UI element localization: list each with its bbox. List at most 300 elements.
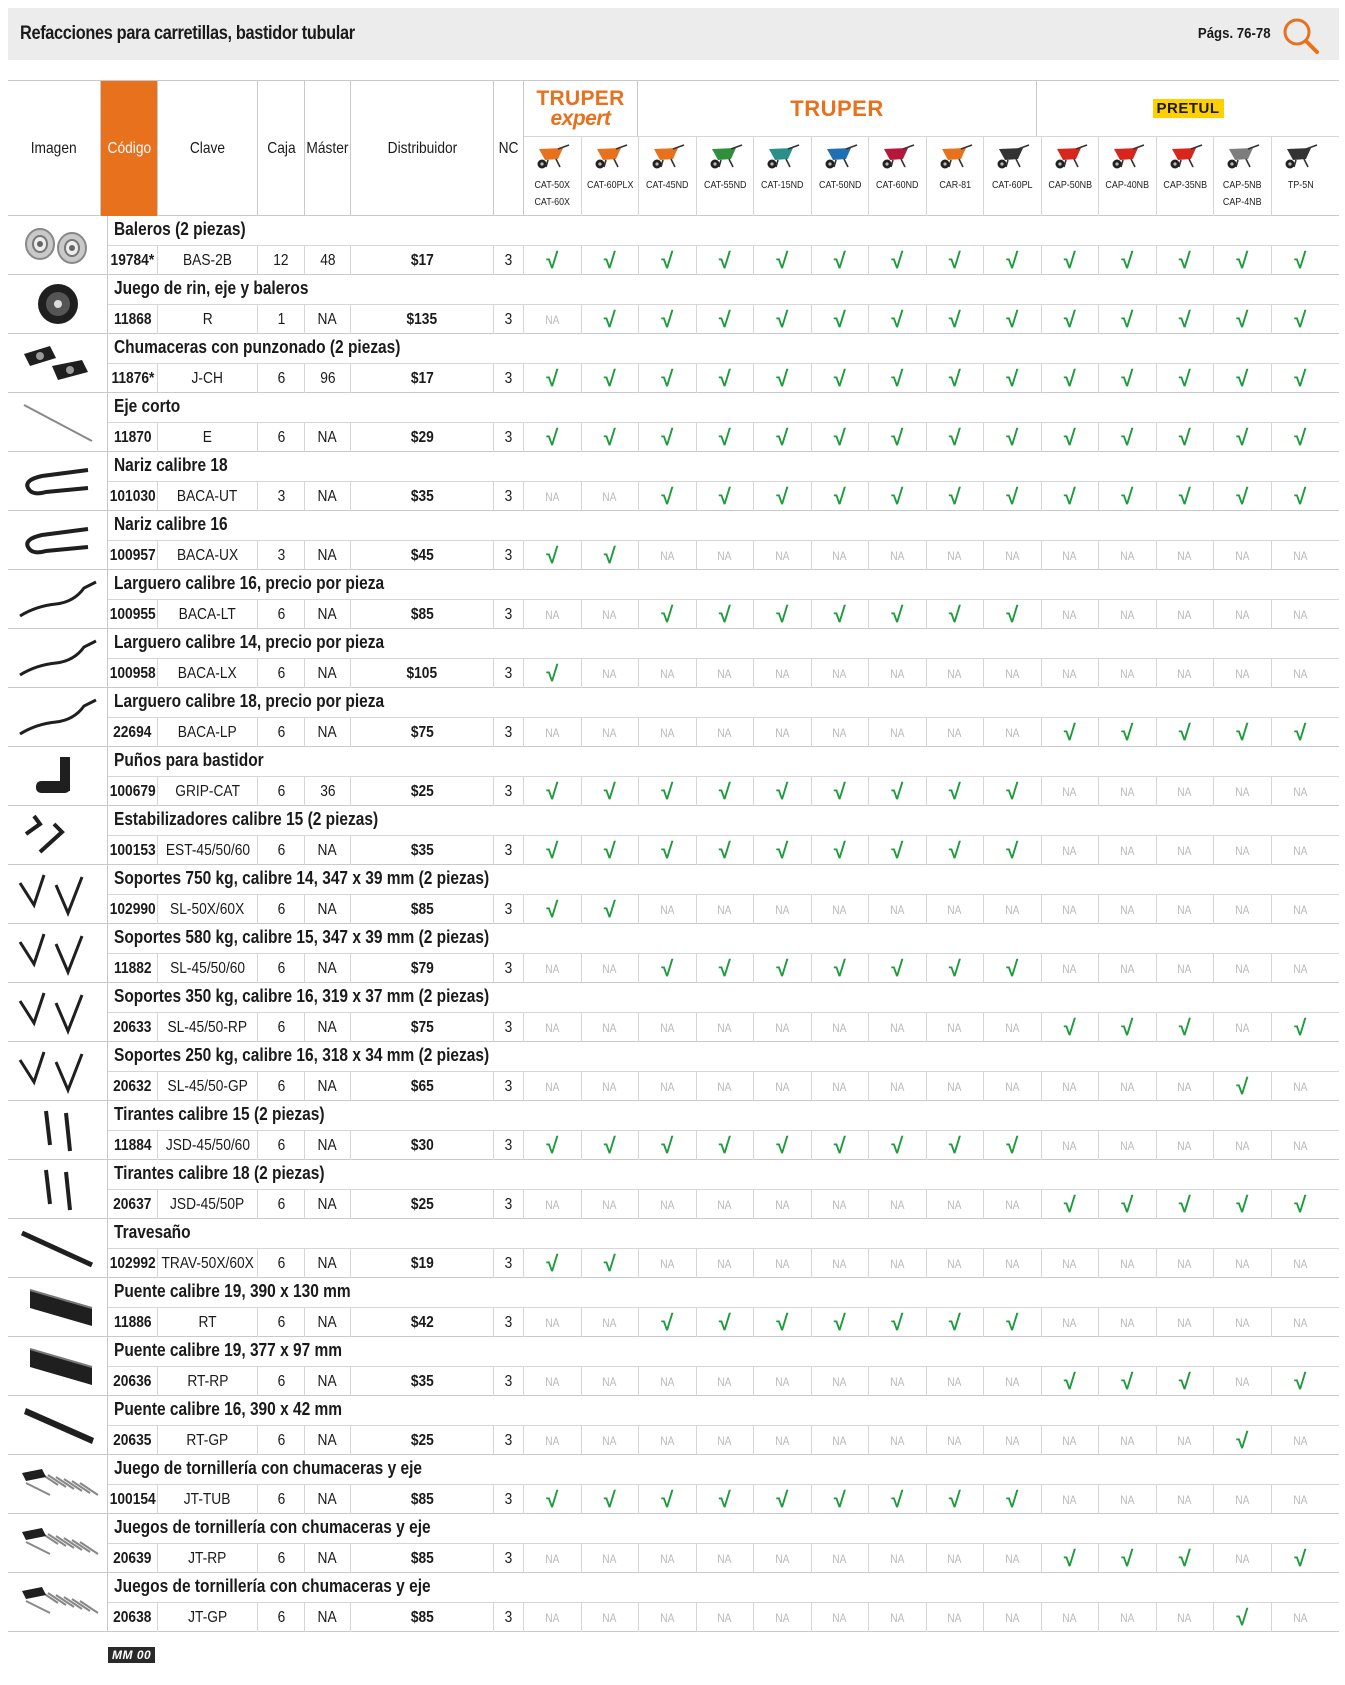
cell-code: 100679: [108, 777, 158, 806]
model-code: CAP-35NB: [1162, 179, 1207, 191]
model-code-alt: CAT-60X: [534, 196, 571, 208]
compat-na: NA: [812, 1426, 870, 1455]
model-column: [1157, 137, 1215, 216]
table-row: [8, 216, 1339, 275]
compat-check: √: [984, 1485, 1042, 1514]
wheelbarrow-icon: [881, 143, 915, 171]
compat-na: NA: [927, 1367, 985, 1396]
cell-caja: 1: [258, 305, 305, 334]
compat-na: NA: [1157, 659, 1215, 688]
compat-check: √: [697, 1131, 755, 1160]
cell-master: 36: [305, 777, 351, 806]
product-image: [8, 334, 108, 392]
table-row: [8, 1160, 1339, 1219]
compat-na: NA: [697, 1544, 755, 1573]
compat-check: √: [869, 1131, 927, 1160]
model-column: [1214, 137, 1272, 216]
cell-caja: 6: [258, 1426, 305, 1455]
cell-code: 102992: [108, 1249, 158, 1278]
compat-check: √: [697, 305, 755, 334]
compat-check: √: [697, 246, 755, 275]
compat-na: NA: [1293, 1610, 1308, 1625]
cell-caja: 6: [258, 1131, 305, 1160]
compat-na: NA: [927, 1190, 985, 1219]
cell-clave: BAS-2B: [158, 246, 258, 275]
cell-code: 20632: [108, 1072, 158, 1101]
compat-na: NA: [869, 895, 927, 924]
compat-check: √: [582, 246, 640, 275]
product-name: Soportes 580 kg, calibre 15, 347 x 39 mm (2 piezas): [114, 927, 490, 947]
compat-na: NA: [582, 1190, 640, 1219]
cell-master: NA: [305, 659, 351, 688]
compat-na: NA: [754, 1367, 812, 1396]
compat-check: √: [582, 1131, 640, 1160]
table-row: [8, 1278, 1339, 1337]
compat-na: NA: [639, 1426, 697, 1455]
table-row: [8, 334, 1339, 393]
cell-price: $25: [351, 777, 494, 806]
compat-check: √: [927, 246, 985, 275]
compat-check: √: [812, 364, 870, 393]
compat-na: NA: [869, 541, 927, 570]
compat-check: √: [754, 482, 812, 511]
page-reference: Págs. 76-78: [1198, 25, 1271, 42]
product-data-line: [108, 658, 1339, 687]
table-row: [8, 393, 1339, 452]
compat-check: √: [984, 836, 1042, 865]
cell-price: $25: [351, 1190, 494, 1219]
cell-nc: 3: [494, 1013, 524, 1042]
compat-na: NA: [639, 895, 697, 924]
compat-na: NA: [984, 1603, 1042, 1632]
brand-truper-expert-line1: TRUPER: [536, 86, 625, 110]
col-distribuidor: Distribuidor: [351, 81, 494, 216]
cell-nc: 3: [494, 1367, 524, 1396]
cell-price: $79: [351, 954, 494, 983]
cell-price: $30: [351, 1131, 494, 1160]
model-label: [1099, 177, 1156, 194]
compat-check: √: [1214, 1426, 1272, 1455]
cell-code: 102990: [108, 895, 158, 924]
compat-check: √: [697, 600, 755, 629]
compat-check: √: [869, 246, 927, 275]
compat-check: √: [1214, 423, 1272, 452]
compat-na: NA: [1042, 954, 1100, 983]
compat-check: √: [1157, 1544, 1215, 1573]
cell-code: 22694: [108, 718, 158, 747]
cell-master: NA: [305, 1190, 351, 1219]
compat-check: √: [524, 1249, 582, 1278]
compat-na: NA: [927, 1013, 985, 1042]
cell-nc: 3: [494, 1485, 524, 1514]
cell-nc: 3: [494, 364, 524, 393]
compat-na: NA: [984, 1072, 1042, 1101]
cell-clave: E: [158, 423, 258, 452]
product-name: Larguero calibre 14, precio por pieza: [114, 632, 385, 652]
wheelbarrow-icon: [1226, 143, 1260, 171]
compat-na: NA: [582, 718, 640, 747]
product-data-line: [108, 894, 1339, 923]
compat-na: NA: [812, 1249, 870, 1278]
compat-check: √: [524, 836, 582, 865]
compat-na: NA: [1157, 954, 1215, 983]
compat-check: √: [812, 836, 870, 865]
cell-price: $75: [351, 718, 494, 747]
compat-check: √: [1157, 246, 1215, 275]
compat-check: √: [639, 1308, 697, 1337]
compat-na: NA: [1214, 1131, 1272, 1160]
cell-master: NA: [305, 1013, 351, 1042]
compat-check: √: [582, 1249, 640, 1278]
compat-na: NA: [812, 718, 870, 747]
compat-na: NA: [524, 1426, 582, 1455]
product-data-line: [108, 1602, 1339, 1631]
product-name: Tirantes calibre 18 (2 piezas): [114, 1163, 325, 1183]
model-column: [927, 137, 985, 216]
cell-master: NA: [305, 954, 351, 983]
compat-check: √: [1157, 1190, 1215, 1219]
cell-master: NA: [305, 1367, 351, 1396]
support-leg-icon: [16, 930, 100, 976]
model-code: CAT-60ND: [876, 179, 919, 191]
compat-check: √: [1294, 247, 1307, 273]
compat-na: NA: [1099, 541, 1157, 570]
compat-na: NA: [1214, 1013, 1272, 1042]
table-row: [8, 865, 1339, 924]
brand-truper-logo: TRUPER: [790, 95, 884, 121]
compat-na: NA: [524, 1308, 582, 1337]
cell-clave: RT-RP: [158, 1367, 258, 1396]
table-row: [8, 806, 1339, 865]
compat-check: √: [812, 1485, 870, 1514]
compat-check: √: [754, 1308, 812, 1337]
compat-na: NA: [524, 1367, 582, 1396]
cell-code: 11870: [108, 423, 158, 452]
compat-na: NA: [1293, 961, 1308, 976]
cell-code: 11884: [108, 1131, 158, 1160]
search-icon[interactable]: [1281, 16, 1321, 56]
compat-check: √: [927, 1308, 985, 1337]
compat-check: √: [1214, 305, 1272, 334]
compat-na: NA: [869, 1190, 927, 1219]
cell-price: $85: [351, 1485, 494, 1514]
compat-na: NA: [1157, 1249, 1215, 1278]
compat-na: NA: [1157, 836, 1215, 865]
compat-na: NA: [697, 718, 755, 747]
model-column: [639, 137, 697, 216]
cell-nc: 3: [494, 718, 524, 747]
model-code: CAT-55ND: [703, 179, 746, 191]
brace-icon: [16, 1166, 100, 1212]
compat-check: √: [639, 836, 697, 865]
compat-check: √: [524, 1131, 582, 1160]
compat-na: NA: [1042, 1308, 1100, 1337]
compat-na: NA: [697, 1426, 755, 1455]
compat-na: NA: [754, 1603, 812, 1632]
compat-na: NA: [984, 1367, 1042, 1396]
compat-check: √: [1042, 482, 1100, 511]
cell-caja: 3: [258, 482, 305, 511]
cell-clave: BACA-LX: [158, 659, 258, 688]
compat-na: NA: [524, 954, 582, 983]
compat-na: NA: [639, 1190, 697, 1219]
product-name: Puente calibre 16, 390 x 42 mm: [114, 1399, 343, 1419]
cell-price: $17: [351, 246, 494, 275]
product-image: [8, 1042, 108, 1100]
product-data-line: [108, 1484, 1339, 1513]
table-row: [8, 275, 1339, 334]
compat-check: √: [1214, 246, 1272, 275]
compat-na: NA: [639, 659, 697, 688]
compat-check: √: [639, 305, 697, 334]
cell-clave: JSD-45/50/60: [158, 1131, 258, 1160]
cell-master: NA: [305, 600, 351, 629]
compat-na: NA: [1214, 541, 1272, 570]
compat-check: √: [984, 600, 1042, 629]
cell-caja: 6: [258, 1308, 305, 1337]
cell-clave: JSD-45/50P: [158, 1190, 258, 1219]
cell-nc: 3: [494, 836, 524, 865]
col-master: Máster: [305, 81, 351, 216]
compat-na: NA: [812, 1013, 870, 1042]
compat-check: √: [869, 305, 927, 334]
product-name: Tirantes calibre 15 (2 piezas): [114, 1104, 325, 1124]
compat-na: NA: [1157, 1072, 1215, 1101]
hardware-kit-icon: [16, 1461, 100, 1507]
compat-na: NA: [1157, 1426, 1215, 1455]
compat-na: NA: [869, 1013, 927, 1042]
crossbar-icon: [16, 1225, 100, 1271]
model-label: [697, 177, 754, 194]
compat-na: NA: [1099, 777, 1157, 806]
cell-clave: BACA-LP: [158, 718, 258, 747]
table-row: [8, 1396, 1339, 1455]
wheel-rim-icon: [16, 281, 100, 327]
product-data-line: [108, 1543, 1339, 1572]
cell-master: NA: [305, 1603, 351, 1632]
compat-check: √: [582, 777, 640, 806]
compat-check: √: [1294, 1368, 1307, 1394]
compat-check: √: [869, 1485, 927, 1514]
compat-na: NA: [1157, 1308, 1215, 1337]
product-name: Puños para bastidor: [114, 750, 264, 770]
product-data-line: [108, 1071, 1339, 1100]
compat-na: NA: [984, 1426, 1042, 1455]
compat-check: √: [697, 364, 755, 393]
compat-na: NA: [812, 1544, 870, 1573]
product-image: [8, 275, 108, 333]
compat-na: NA: [582, 1013, 640, 1042]
cell-caja: 6: [258, 1072, 305, 1101]
compat-na: NA: [1099, 600, 1157, 629]
compat-check: √: [524, 246, 582, 275]
product-image: [8, 1573, 108, 1631]
compat-na: NA: [984, 1190, 1042, 1219]
table-row: [8, 1101, 1339, 1160]
cell-price: $42: [351, 1308, 494, 1337]
compat-check: √: [1157, 1013, 1215, 1042]
product-image: [8, 1278, 108, 1336]
product-name: Larguero calibre 18, precio por pieza: [114, 691, 385, 711]
cell-nc: 3: [494, 541, 524, 570]
compat-check: √: [869, 777, 927, 806]
compat-na: NA: [697, 1249, 755, 1278]
cell-price: $85: [351, 600, 494, 629]
cell-price: $85: [351, 1603, 494, 1632]
compat-check: √: [697, 954, 755, 983]
compat-check: √: [1099, 1013, 1157, 1042]
compat-na: NA: [812, 895, 870, 924]
compat-check: √: [524, 777, 582, 806]
product-image: [8, 1337, 108, 1395]
compat-check: √: [1214, 364, 1272, 393]
compat-na: NA: [639, 1544, 697, 1573]
product-image: [8, 1219, 108, 1277]
compat-na: NA: [1099, 659, 1157, 688]
cell-nc: 3: [494, 659, 524, 688]
cell-caja: 6: [258, 600, 305, 629]
compat-na: NA: [869, 718, 927, 747]
compat-na: NA: [582, 954, 640, 983]
cell-caja: 6: [258, 364, 305, 393]
model-label: [869, 177, 926, 194]
compat-check: √: [1214, 482, 1272, 511]
compat-na: NA: [1293, 843, 1308, 858]
cell-caja: 6: [258, 1544, 305, 1573]
compat-check: √: [1042, 246, 1100, 275]
cell-master: NA: [305, 423, 351, 452]
cell-clave: RT: [158, 1308, 258, 1337]
col-codigo: Código: [101, 81, 158, 216]
cell-clave: JT-TUB: [158, 1485, 258, 1514]
compat-na: NA: [524, 1603, 582, 1632]
cell-caja: 6: [258, 1485, 305, 1514]
compat-check: √: [984, 482, 1042, 511]
product-name: Estabilizadores calibre 15 (2 piezas): [114, 809, 379, 829]
model-column: [812, 137, 870, 216]
cell-caja: 6: [258, 659, 305, 688]
compat-na: NA: [639, 1249, 697, 1278]
compat-na: NA: [1099, 836, 1157, 865]
model-code: CAR-81: [938, 179, 971, 191]
product-data-line: [108, 1366, 1339, 1395]
support-leg-icon: [16, 871, 100, 917]
model-code: CAP-40NB: [1105, 179, 1150, 191]
product-name: Chumaceras con punzonado (2 piezas): [114, 337, 401, 357]
cell-code: 20633: [108, 1013, 158, 1042]
compat-na: NA: [1214, 600, 1272, 629]
product-data-line: [108, 599, 1339, 628]
product-data-line: [108, 540, 1339, 569]
compat-na: NA: [1293, 1315, 1308, 1330]
product-name: Puente calibre 19, 390 x 130 mm: [114, 1281, 351, 1301]
product-image: [8, 216, 108, 274]
compat-na: NA: [1293, 784, 1308, 799]
compat-na: NA: [869, 1072, 927, 1101]
model-code: CAP-5NB: [1222, 179, 1262, 191]
compat-check: √: [1099, 718, 1157, 747]
compat-na: NA: [754, 1426, 812, 1455]
product-data-line: [108, 363, 1339, 392]
table-row: [8, 1573, 1339, 1632]
compat-na: NA: [869, 1426, 927, 1455]
compat-check: √: [869, 836, 927, 865]
compat-na: NA: [582, 1367, 640, 1396]
compat-na: NA: [927, 718, 985, 747]
product-name: Travesaño: [114, 1222, 191, 1242]
cell-price: $25: [351, 1426, 494, 1455]
product-image: [8, 806, 108, 864]
compat-check: √: [869, 482, 927, 511]
compat-check: √: [697, 777, 755, 806]
brand-pretul: [1037, 81, 1339, 137]
cell-nc: 3: [494, 777, 524, 806]
wheelbarrow-icon: [594, 143, 628, 171]
cell-master: NA: [305, 718, 351, 747]
compat-na: NA: [754, 718, 812, 747]
product-data-line: [108, 304, 1339, 333]
product-image: [8, 511, 108, 569]
model-label: [754, 177, 811, 194]
compat-check: √: [754, 1131, 812, 1160]
brand-truper-expert-line2: expert: [550, 106, 611, 130]
cell-code: 20636: [108, 1367, 158, 1396]
handle-rail-icon: [16, 694, 100, 740]
cell-price: $85: [351, 895, 494, 924]
cell-code: 20637: [108, 1190, 158, 1219]
cell-nc: 3: [494, 1426, 524, 1455]
compat-na: NA: [1214, 1308, 1272, 1337]
compat-na: NA: [1157, 895, 1215, 924]
bridge-bar-icon: [16, 1402, 100, 1448]
compat-na: NA: [812, 1367, 870, 1396]
compat-check: √: [869, 1308, 927, 1337]
compat-check: √: [1157, 305, 1215, 334]
compat-check: √: [1157, 482, 1215, 511]
product-data-line: [108, 1425, 1339, 1454]
compat-na: NA: [582, 1544, 640, 1573]
compat-na: NA: [524, 1190, 582, 1219]
cell-clave: EST-45/50/60: [158, 836, 258, 865]
compat-check: √: [639, 423, 697, 452]
compat-check: √: [639, 954, 697, 983]
support-leg-icon: [16, 1048, 100, 1094]
compat-na: NA: [1042, 1426, 1100, 1455]
cell-code: 20635: [108, 1426, 158, 1455]
cell-code: 20639: [108, 1544, 158, 1573]
compat-na: NA: [754, 1249, 812, 1278]
cell-price: $17: [351, 364, 494, 393]
product-image: [8, 629, 108, 687]
compat-na: NA: [582, 659, 640, 688]
compat-check: √: [812, 954, 870, 983]
cell-clave: SL-45/50/60: [158, 954, 258, 983]
cell-price: $105: [351, 659, 494, 688]
col-nc: NC: [494, 81, 524, 216]
cell-master: NA: [305, 1544, 351, 1573]
compat-na: NA: [812, 1603, 870, 1632]
cell-caja: 6: [258, 954, 305, 983]
wheelbarrow-icon: [1169, 143, 1203, 171]
product-data-line: [108, 245, 1339, 274]
compat-check: √: [639, 777, 697, 806]
product-image: [8, 570, 108, 628]
compat-na: NA: [524, 305, 582, 334]
bridge-plate-icon: [16, 1343, 100, 1389]
cell-master: NA: [305, 1308, 351, 1337]
cell-master: 96: [305, 364, 351, 393]
compat-check: √: [927, 305, 985, 334]
